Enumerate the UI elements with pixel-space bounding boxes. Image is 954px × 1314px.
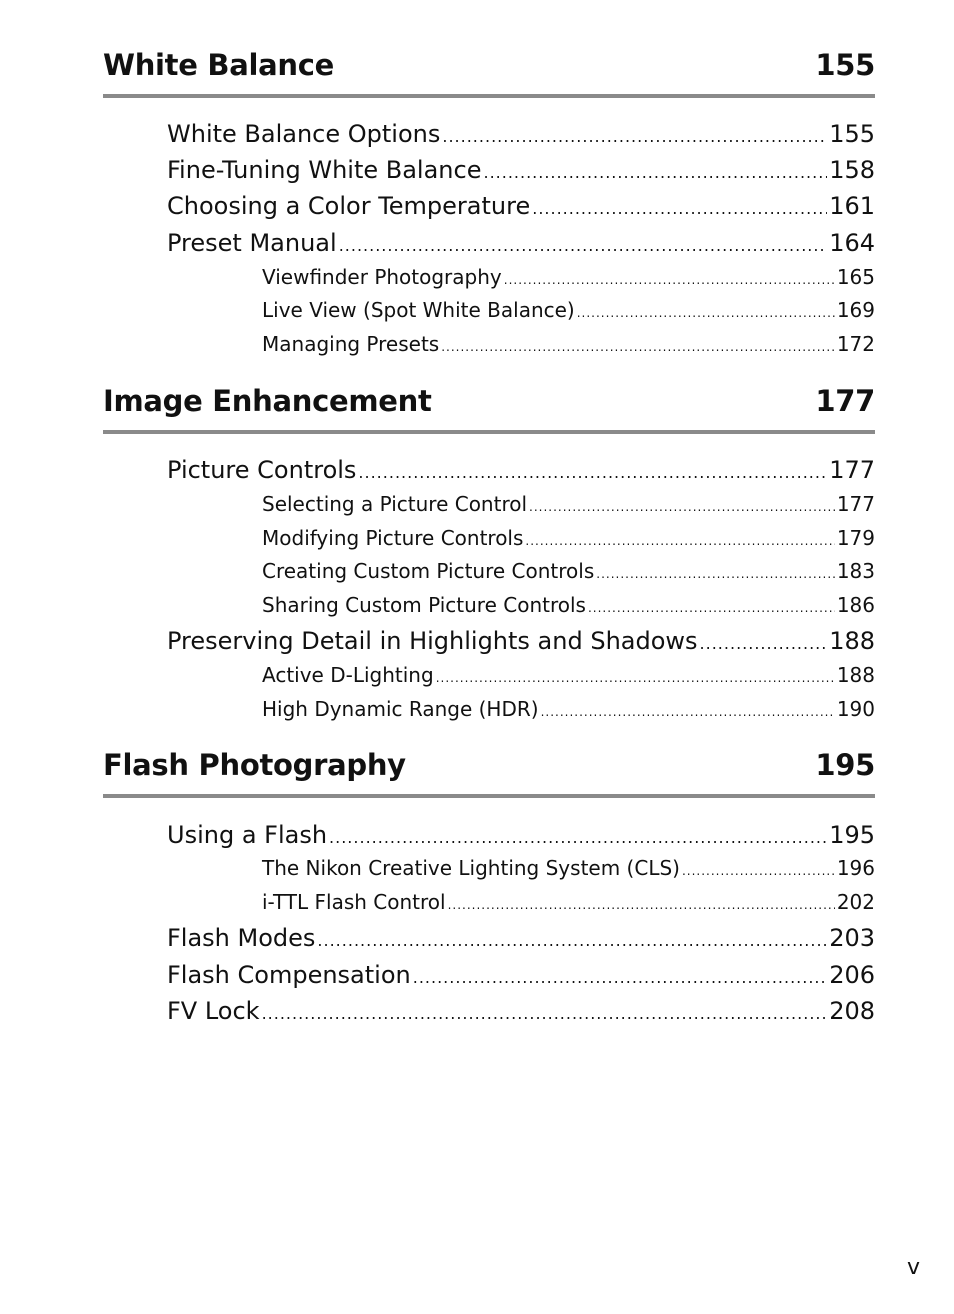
entry-page: 206 [829,961,875,989]
section-heading [103,48,875,84]
toc-subentry[interactable] [262,332,875,356]
toc-subentry[interactable] [262,492,875,516]
dot-leader [577,306,835,320]
section-rule [103,794,875,798]
entry-label: High Dynamic Range (HDR) [262,697,539,721]
entry-label: i-TTL Flash Control [262,890,446,914]
dot-leader [441,340,835,354]
toc-subentry[interactable] [262,663,875,687]
dot-leader [529,500,835,514]
entry-label: Preset Manual [167,229,337,257]
section-title: Image Enhancement [103,384,432,418]
entry-label: The Nikon Creative Lighting System (CLS) [262,856,680,880]
entry-page: 195 [829,821,875,849]
dot-leader [588,601,835,615]
toc-subentry[interactable] [262,526,875,550]
dot-leader [329,828,827,847]
dot-leader [358,463,827,482]
toc-subentry[interactable] [262,593,875,617]
entry-page: 177 [829,456,875,484]
dot-leader [682,864,835,878]
entry-label: Sharing Custom Picture Controls [262,593,586,617]
entry-label: Picture Controls [167,456,357,484]
toc-entry[interactable] [167,156,875,184]
section-page: 195 [815,748,875,782]
toc-entry[interactable] [167,997,875,1025]
dot-leader [442,127,827,146]
dot-leader [413,968,827,987]
entry-label: Flash Modes [167,924,316,952]
entry-page: 177 [836,492,875,516]
entry-page: 186 [836,593,875,617]
entry-page: 169 [836,298,875,322]
dot-leader [504,273,835,287]
entry-page: 203 [829,924,875,952]
entry-page: 183 [836,559,875,583]
entry-label: Live View (Spot White Balance) [262,298,575,322]
entry-page: 188 [836,663,875,687]
dot-leader [483,163,827,182]
section-page: 177 [815,384,875,418]
entry-label: Modifying Picture Controls [262,526,524,550]
toc-entry[interactable] [167,456,875,484]
toc-entry[interactable] [167,229,875,257]
entry-label: Flash Compensation [167,961,411,989]
entry-label: White Balance Options [167,120,441,148]
entry-label: FV Lock [167,997,260,1025]
entry-page: 172 [836,332,875,356]
section-title: Flash Photography [103,748,406,782]
toc-entry[interactable] [167,627,875,655]
dot-leader [541,705,835,719]
toc-section-white-balance [103,48,875,356]
toc-entry[interactable] [167,961,875,989]
entry-page: 164 [829,229,875,257]
entry-page: 179 [836,526,875,550]
entry-page: 155 [829,120,875,148]
entry-label: Preserving Detail in Highlights and Shadows [167,627,698,655]
toc-entry[interactable] [167,924,875,952]
entry-label: Creating Custom Picture Controls [262,559,595,583]
entry-page: 196 [836,856,875,880]
entry-page: 158 [829,156,875,184]
dot-leader [448,898,835,912]
entry-page: 190 [836,697,875,721]
entry-page: 165 [836,265,875,289]
toc-section-flash-photography [103,748,875,1025]
entry-label: Managing Presets [262,332,440,356]
section-rule [103,430,875,434]
section-page: 155 [815,48,875,82]
toc-subentry[interactable] [262,697,875,721]
dot-leader [262,1004,828,1023]
toc-subentry[interactable] [262,559,875,583]
dot-leader [317,931,827,950]
section-rule [103,94,875,98]
dot-leader [339,236,828,255]
dot-leader [532,199,827,218]
page-folio: v [907,1255,921,1280]
section-heading [103,384,875,420]
dot-leader [700,634,828,653]
toc-subentry[interactable] [262,856,875,880]
toc-entry[interactable] [167,120,875,148]
section-heading [103,748,875,784]
entry-page: 188 [829,627,875,655]
toc-section-image-enhancement [103,384,875,721]
entry-page: 161 [829,192,875,220]
entry-label: Fine-Tuning White Balance [167,156,482,184]
toc-subentry[interactable] [262,265,875,289]
toc-subentry[interactable] [262,298,875,322]
toc-entry[interactable] [167,821,875,849]
entry-label: Choosing a Color Temperature [167,192,531,220]
dot-leader [596,567,835,581]
entry-page: 202 [836,890,875,914]
entry-page: 208 [829,997,875,1025]
entry-label: Selecting a Picture Control [262,492,528,516]
entry-label: Using a Flash [167,821,328,849]
section-title: White Balance [103,48,334,82]
dot-leader [525,534,834,548]
toc-entry[interactable] [167,192,875,220]
dot-leader [436,671,835,685]
entry-label: Active D-Lighting [262,663,434,687]
toc-subentry[interactable] [262,890,875,914]
entry-label: Viewfinder Photography [262,265,502,289]
